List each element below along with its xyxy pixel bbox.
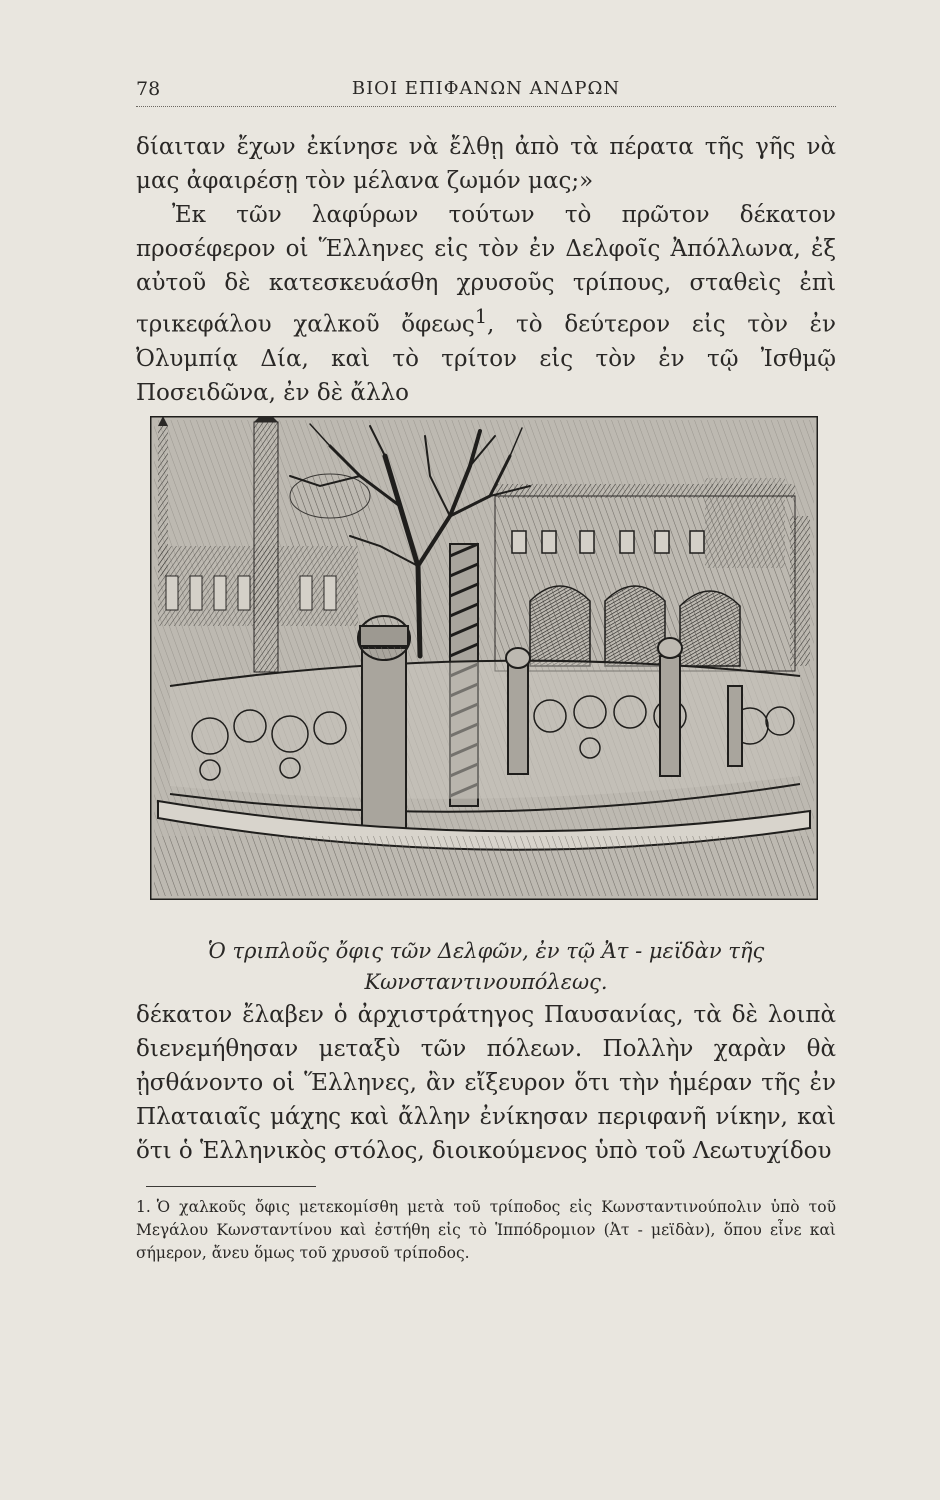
header-rule [136, 106, 836, 107]
figure-caption [136, 936, 836, 998]
fence-enclosure [170, 661, 800, 799]
paragraph-text: , τὸ δεύτερον εἰς τὸν ἐν Ὀλυμπίᾳ Δία, καὶ τὸ τρίτον εἰς τὸν ἐν τῷ Ἰσθμῷ Ποσειδῶνα, ἐν δὲ ἄλλο [136, 311, 836, 406]
running-title: ΒΙΟΙ ΕΠΙΦΑΝΩΝ ΑΝΔΡΩΝ [351, 78, 621, 99]
footnote-text: Ὁ χαλκοῦς ὄφις μετεκομίσθη μετὰ τοῦ τρίποδος εἰς Κωνσταντινούπολιν ὑπὸ τοῦ Μεγάλου Κωνσταντίνου καὶ ἐστήθη εἰς τὸ Ἱππόδρομιον (Ἀτ - μεϊδὰν), ὅπου εἶνε καὶ σήμερον, ἄνευ ὅμως τοῦ χρυσοῦ τρίποδος. [136, 1198, 836, 1262]
caption-line: Κωνσταντινουπόλεως. [364, 970, 608, 994]
page-number: 78 [136, 78, 161, 100]
body-text-top [136, 130, 836, 410]
paragraph-text: Ἐκ τῶν λαφύρων τούτων τὸ πρῶτον δέκατον προσέφερον οἱ Ἕλληνες εἰς τὸν ἐν Δελφοῖς Ἀπόλλωνα, ἐξ αὐτοῦ δὲ κατεσκευάσθη χρυσοῦς τρίπους, σταθεὶς ἐπὶ τρικεφάλου χαλκοῦ ὄφεως [136, 202, 836, 338]
footnotes [136, 1196, 836, 1265]
engraving-illustration [150, 416, 818, 900]
paragraph [136, 198, 836, 410]
footnote-rule [146, 1186, 316, 1187]
footnote-number: 1. [136, 1198, 151, 1216]
ground [154, 836, 814, 896]
caption-line: Ὁ τριπλοῦς ὄφις τῶν Δελφῶν, ἐν τῷ Ἀτ - μεϊδὰν τῆς [207, 939, 765, 963]
paragraph: δέκατον ἔλαβεν ὁ ἀρχιστράτηγος Παυσανίας, τὰ δὲ λοιπὰ διενεμήθησαν μεταξὺ τῶν πόλεων. Πολλὴν χαρὰν θὰ ᾐσθάνοντο οἱ Ἕλληνες, ἂν εἴξευρον ὅτι τὴν ἡμέραν τῆς ἐν Πλαταιαῖς μάχης καὶ ἄλλην ἐνίκησαν περιφανῆ νίκην, καὶ ὅτι ὁ Ἑλληνικὸς στόλος, διοικούμενος ὑπὸ τοῦ Λεωτυχίδου [136, 1002, 836, 1164]
paragraph: δίαιταν ἔχων ἐκίνησε νὰ ἔλθῃ ἀπὸ τὰ πέρατα τῆς γῆς νὰ μας ἀφαιρέσῃ τὸν μέλανα ζωμόν μας;» [136, 134, 836, 194]
body-text-bottom [136, 998, 836, 1168]
building-facade [495, 478, 810, 671]
footnote [136, 1196, 836, 1265]
footnote-reference: 1 [474, 305, 488, 328]
page-header [136, 78, 836, 108]
